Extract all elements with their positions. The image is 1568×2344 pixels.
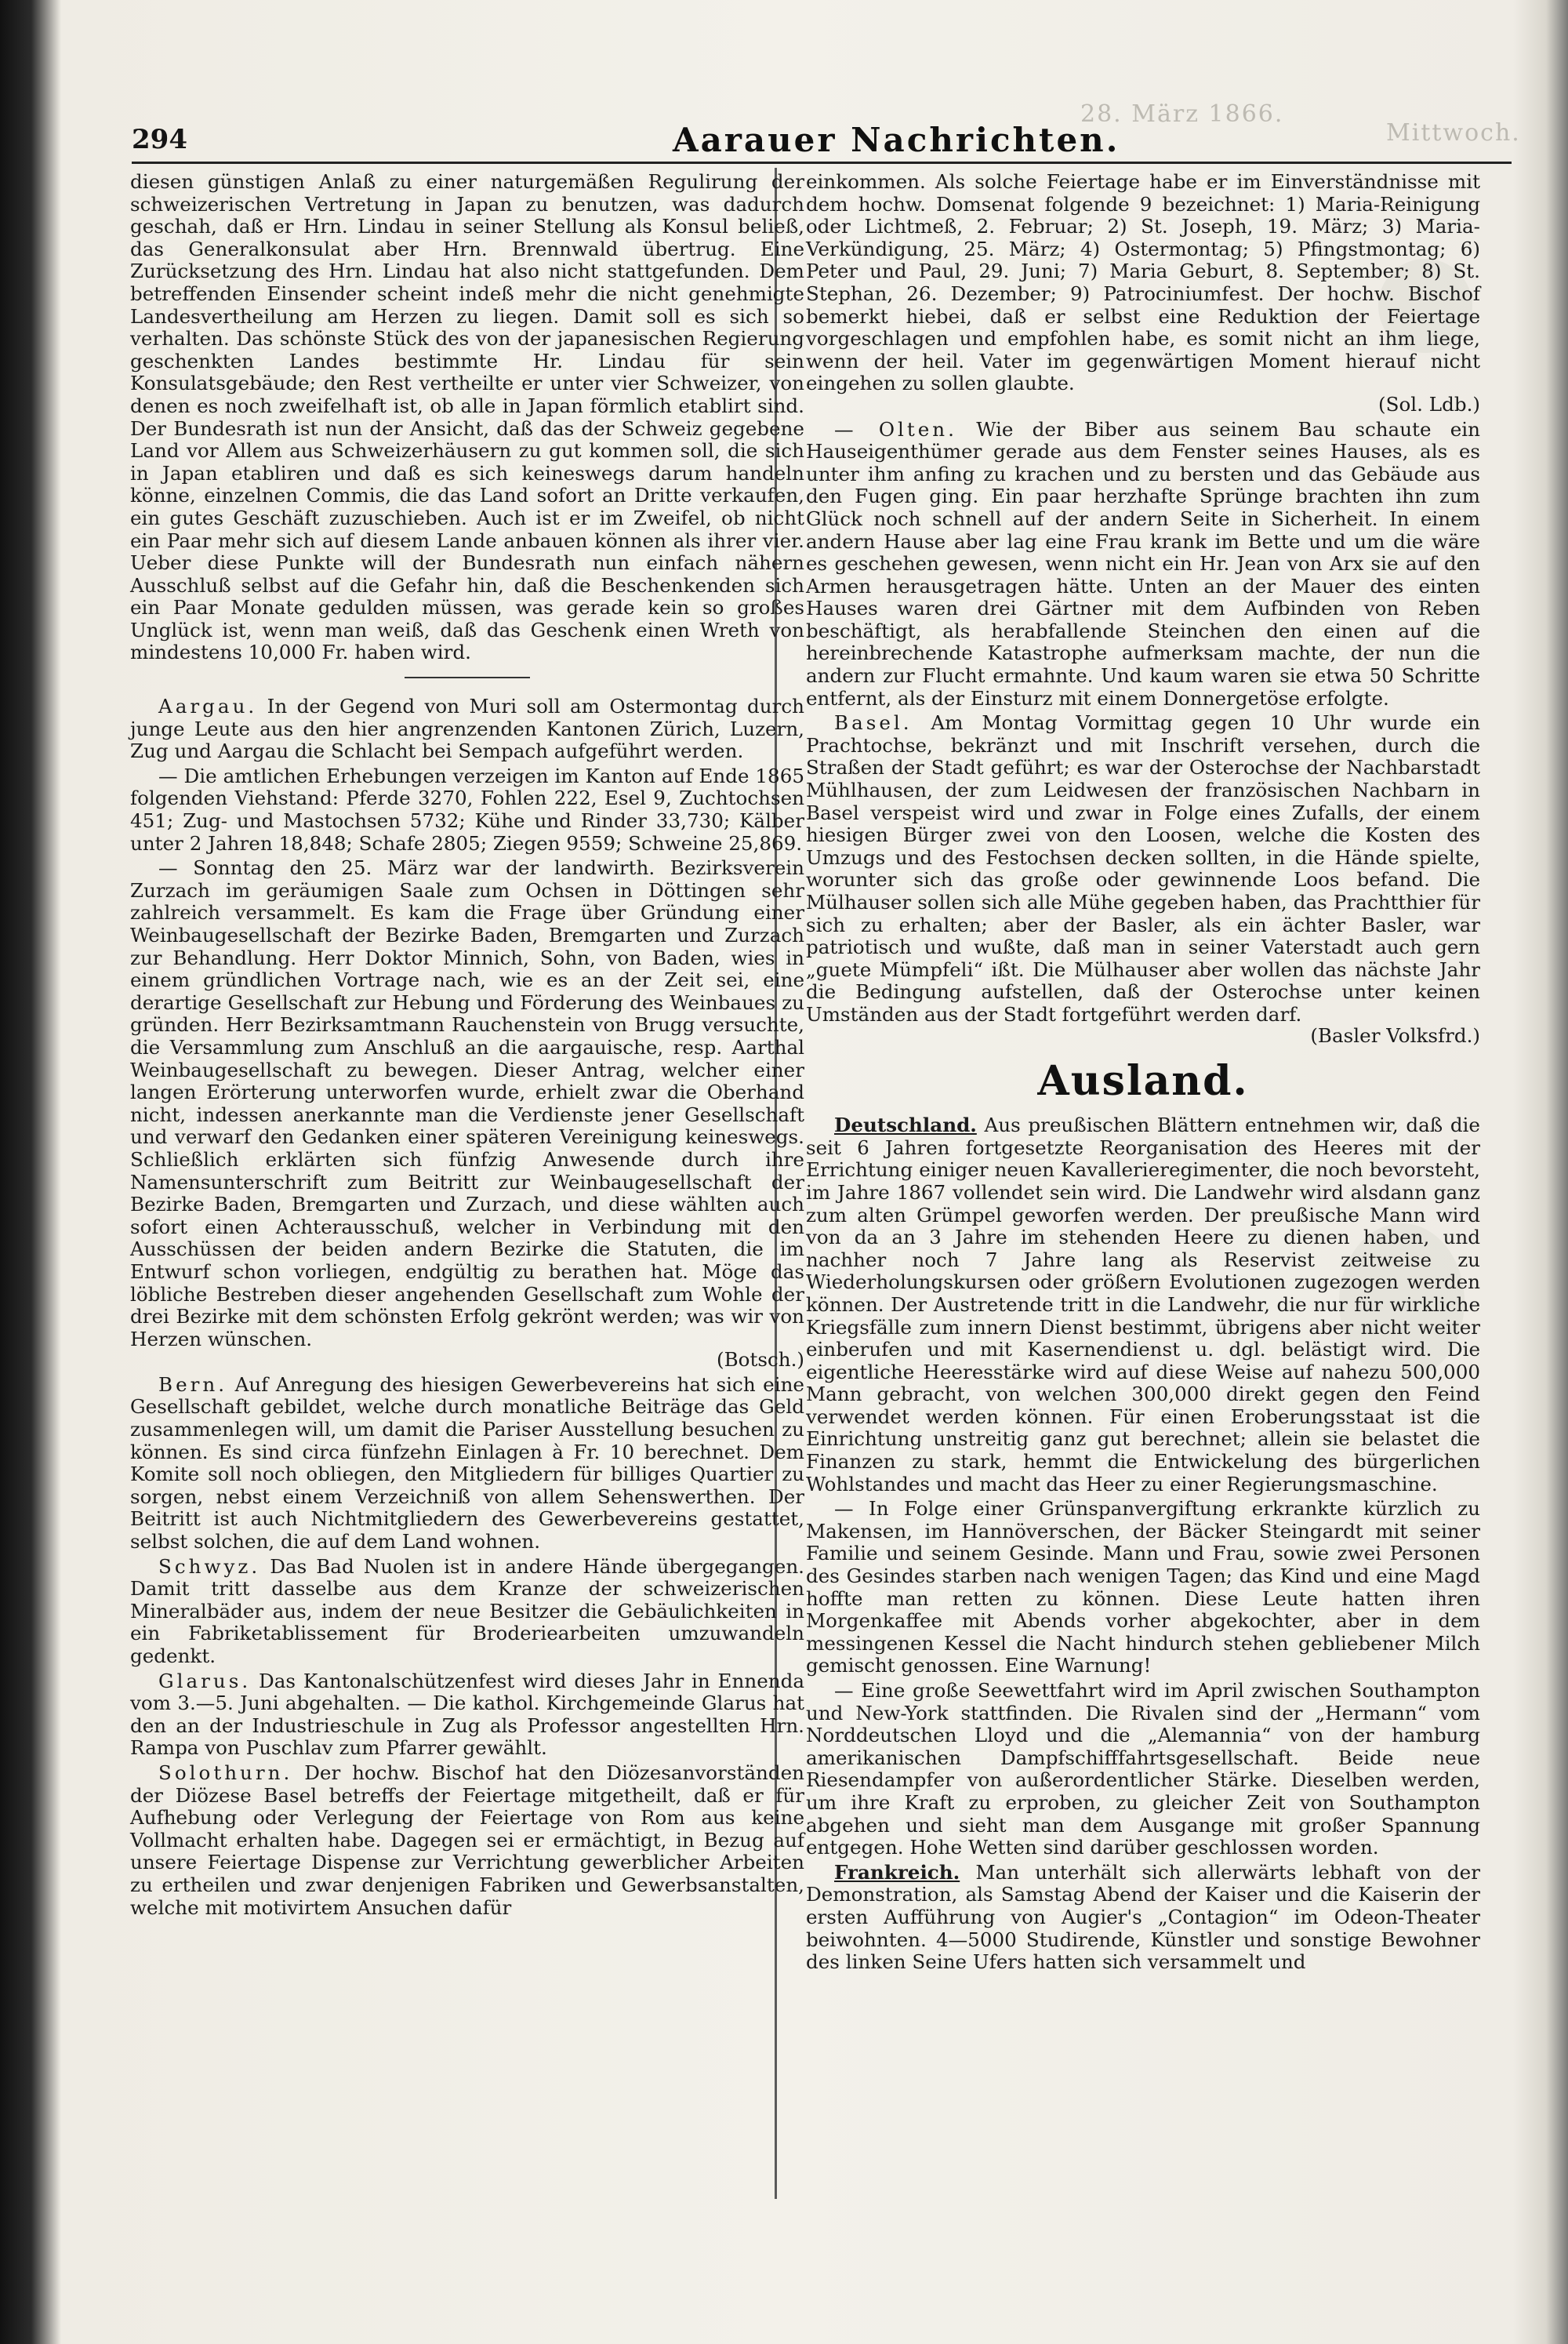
place-heading: Solothurn.: [158, 1761, 293, 1784]
newspaper-title: Aarauer Nachrichten.: [673, 121, 1120, 159]
page-number: 294: [132, 124, 187, 155]
country-heading: Deutschland.: [834, 1114, 977, 1137]
article-text: einkommen. Als solche Feiertage habe er im Einverständnisse mit dem hochw. Domsenat folgende 9 bezeichnet: 1) Maria-Reinigung oder Lichtmeß, 2. Februar; 2) St. Joseph, 19. März; 3) Maria-Verkündigung, 25. März; 4) Ostermontag; 5) Pfingstmontag; 6) Peter und Paul, 29. Juni; 7) Maria Geburt, 8. September; 8) St. Stephan, 26. Dezember; 9) Patrociniumfest. Der hochw. Bischof bemerkt hiebei, daß er selbst eine Reduktion der Feiertage vorgeschlagen und empfohlen habe, es somit nicht an ihm liege, wenn der heil. Vater im gegenwärtigen Moment hierauf nicht eingehen zu sollen glaubte.: [806, 170, 1480, 395]
section-heading-ausland: Ausland.: [1037, 1057, 1249, 1106]
article-text: Der hochw. Bischof hat den Diözesanvorständen der Diözese Basel betreffs der Feiertage mitgetheilt, daß er für Aufhebung oder Verlegung der Feiertage von Rom aus keine Vollmacht erhalten habe. Dagegen sei er ermächtigt, in Bezug auf unsere Feiertage Dispense zur Verrichtung gewerblicher Arbeiten zu ertheilen und zwar denjenigen Fabriken und Gewerbsanstalten, welche mit motivirtem Ansuchen dafür: [130, 1761, 804, 1919]
separator-rule: [405, 677, 530, 678]
article-solothurn: [130, 1762, 804, 1919]
article-glarus: [130, 1670, 804, 1760]
place-heading: Glarus.: [158, 1669, 252, 1692]
source-credit: (Botsch.): [716, 1348, 804, 1372]
article-text: Das Bad Nuolen ist in andere Hände übergegangen. Damit tritt dasselbe aus dem Kranze der schweizerischen Mineralbäder aus, indem der neue Besitzer die Gebäulichkeiten in ein Fabriketablissement für Broderiearbeiten umzuwandeln gedenkt.: [130, 1554, 804, 1667]
bleed-through-date: 28. März 1866.: [1080, 100, 1284, 128]
article-basel: [806, 712, 1480, 1047]
bleed-through-weekday: Mittwoch.: [1386, 119, 1521, 147]
article-schwyz: [130, 1556, 804, 1668]
article-olten: [806, 419, 1480, 710]
article-deutschland: [806, 1114, 1480, 1495]
article-text: Wie der Biber aus seinem Bau schaute ein Hauseigenthümer gerade aus dem Fenster seines Hauses, als es unter ihm anfing zu krachen und zu bersten und das Gebäude aus den Fugen ging. Ein paar herzhafte Sprünge brachten ihn zum Glück noch schnell auf der andern Seite in Sicherheit. In einem andern Hause aber lag eine Frau krank im Bette und um die wäre es geschehen gewesen, wenn nicht ein Hr. Jean von Arx sie auf den Armen herausgetragen hätte. Unten an der Mauer des einten Hauses waren drei Gärtner mit dem Aufbinden von Reben beschäftigt, als herabfallende Steinchen den einen auf die hereinbrechende Katastrophe aufmerksam machte, der nun die andern zur Flucht ermahnte. Und kaum waren sie etwa 50 Schritte entfernt, als der Einsturz mit einem Donnergetöse erfolgte.: [806, 417, 1480, 710]
article-text: Am Montag Vormittag gegen 10 Uhr wurde ein Prachtochse, bekränzt und mit Inschrift versehen, durch die Straßen der Stadt geführt; es war der Osterochse der Nachbarstadt Mühlhausen, der zum Leidwesen der französischen Nachbarn in Basel verspeist wird und zwar in Folge eines Zufalls, der einem hiesigen Bürger zwei von den Loosen, welche die Kosten des Umzugs und des Festochsen decken sollten, in die Hände spielte, worunter sich das große oder gewinnende Loos befand. Die Mülhauser sollen sich alle Mühe gegeben haben, das Prachtthier für sich zu erhalten; aber der Basler, als ein ächter Basler, war patriotisch und wußte, daß man in seiner Vaterstadt auch gern „guete Mümpfeli“ ißt. Die Mülhauser aber wollen das nächste Jahr die Bedingung aufstellen, daß der Osterochse unter keinen Umständen aus der Stadt fortgeführt werden darf.: [806, 711, 1480, 1026]
article-text: Das Kantonalschützenfest wird dieses Jahr in Ennenda vom 3.—5. Juni abgehalten. — Die kathol. Kirchgemeinde Glarus hat den an der Industrieschule in Zug als Professor angestellten Hrn. Rampa von Puschlav zum Pfarrer gewählt.: [130, 1669, 804, 1760]
article-vergiftung: — In Folge einer Grünspanvergiftung erkrankte kürzlich zu Makensen, im Hannöverschen, der Bäcker Steingardt mit seiner Familie und seinem Gesinde. Mann und Frau, sowie zwei Personen des Gesindes starben nach wenigen Tagen; das Kind und eine Magd hoffte man retten zu können. Diese Leute hatten ihren Morgenkaffee mit Abends vorher abgekochter, aber in dem messingenen Kessel die Nacht hindurch stehen gebliebener Milch gemischt genossen. Eine Warnung!: [806, 1497, 1480, 1677]
place-heading: Basel.: [834, 711, 913, 735]
place-heading: Schwyz.: [158, 1554, 261, 1578]
article-frankreich: [806, 1862, 1480, 1974]
article-solothurn-continued: [806, 171, 1480, 416]
article-japan-continued: diesen günstigen Anlaß zu einer naturgemäßen Regulirung der schweizerischen Vertretung in Japan zu benutzen, was dadurch geschah, daß er Hrn. Lindau in seiner Stellung als Konsul beließ, das Generalkonsulat aber Hrn. Brennwald übertrug. Eine Zurücksetzung des Hrn. Lindau hat also nicht stattgefunden. Dem betreffenden Einsender scheint indeß mehr die nicht genehmigte Landesvertheilung am Herzen zu liegen. Damit soll es sich so verhalten. Das schönste Stück des von der japanesischen Regierung geschenkten Landes bestimmte Hr. Lindau für sein Konsulatsgebäude; den Rest vertheilte er unter vier Schweizer, von denen es noch zweifelhaft ist, ob alle in Japan förmlich etablirt sind. Der Bundesrath ist nun der Ansicht, daß das der Schweiz gegebene Land vor Allem aus Schweizerhäusern zu gut kommen soll, die sich in Japan etabliren und daß es sich keineswegs darum handeln könne, einzelnen Commis, die das Land sofort an Dritte verkaufen, ein gutes Geschäft zuzuschieben. Auch ist er im Zweifel, ob nicht ein Paar mehr sich auf diesem Lande anbauen können als ihrer vier. Ueber diese Punkte will der Bundesrath nun einfach nähern Ausschluß selbst auf die Gefahr hin, daß die Beschenkenden sich ein Paar Monate gedulden müssen, was gerade kein so großes Unglück ist, wenn man weiß, daß das Geschenk einen Wreth von mindestens 10,000 Fr. haben wird.: [130, 170, 804, 664]
page-header: [132, 121, 1512, 164]
source-credit: (Sol. Ldb.): [1378, 392, 1480, 416]
left-column: [130, 171, 804, 1921]
article-text: In der Gegend von Muri soll am Ostermontag durch junge Leute aus den hier angrenzenden Kantonen Zürich, Luzern, Zug und Aargau die Schlacht bei Sempach aufgeführt werden.: [130, 695, 804, 763]
article-weinbau: [130, 857, 804, 1372]
country-heading: Frankreich.: [834, 1860, 960, 1884]
article-text: Man unterhält sich allerwärts lebhaft von der Demonstration, als Samstag Abend der Kaiser und die Kaiserin der ersten Aufführung von Augier's „Contagion“ im Odeon-Theater beiwohnten. 4—5000 Studirende, Künstler und sonstige Bewohner des linken Seine Ufers hatten sich versammelt und: [806, 1860, 1480, 1974]
article-seewettfahrt: — Eine große Seewettfahrt wird im April zwischen Southampton und New-York stattfinden. Die Rivalen sind der „Hermann“ vom Norddeutschen Lloyd und die „Alemannia“ von der hamburg amerikanischen Dampfschifffahrtsgesellschaft. Beide neue Riesendampfer von außerordentlicher Stärke. Dieselben werden, um ihre Kraft zu erproben, zu gleicher Zeit von Southampton abgehen und sieht man dem Ausgange mit großer Spannung entgegen. Hohe Wetten sind darüber geschlossen worden.: [806, 1679, 1480, 1859]
source-credit: (Basler Volksfrd.): [1310, 1023, 1480, 1047]
article-text: Aus preußischen Blättern entnehmen wir, daß die seit 6 Jahren fortgesetzte Reorganisation des Heeres mit der Errichtung einiger neuen Kavallerieregimenter, die noch bevorsteht, im Jahre 1867 vollendet sein wird. Die Landwehr wird alsdann ganz zum alten Grümpel geworfen werden. Der preußische Mann wird von da an 3 Jahre im stehenden Heere zu dienen haben, und nachher noch 7 Jahre lang als Reservist zeitweise zu Wiederholungskursen oder größern Evolutionen zugezogen werden können. Der Austretende tritt in die Landwehr, die nur für wirkliche Kriegsfälle zum innern Dienst bestimmt, übrigens aber nicht weiter einberufen und mit Kasernendienst u. dgl. belästigt wird. Die eigentliche Heeresstärke wird auf diese Weise auf nahezu 500,000 Mann gebracht, von welchen 300,000 direkt gegen den Feind verwendet werden können. Für einen Eroberungsstaat ist die Einrichtung unstreitig ganz gut berechnet; allein sie belastet die Finanzen zu stark, hemmt die Entwickelung des bürgerlichen Wohlstandes und macht das Heer zu einer Regierungsmaschine.: [806, 1114, 1480, 1495]
right-column: [806, 171, 1480, 1976]
article-bern: [130, 1374, 804, 1554]
article-text: — Sonntag den 25. März war der landwirth. Bezirksverein Zurzach im geräumigen Saale zum Ochsen in Döttingen sehr zahlreich versammelt. Es kam die Frage über Gründung einer Weinbaugesellschaft der Bezirke Baden, Bremgarten und Zurzach zur Behandlung. Herr Doktor Minnich, Sohn, von Baden, wies in einem gründlichen Vortrage nach, wie es an der Zeit sei, eine derartige Gesellschaft zur Hebung und Förderung des Weinbaues zu gründen. Herr Bezirksamtmann Rauchenstein von Brugg versuchte, die Versammlung zum Anschluß an die aargauische, resp. Aarthal Weinbaugesellschaft zu bewegen. Dieser Antrag, welcher einer langen Erörterung unterworfen wurde, erhielt zwar die Oberhand nicht, indessen anerkannte man die Verdienste jener Gesellschaft und verwarf den Gedanken einer späteren Vereinigung keineswegs. Schließlich erklärten sich fünfzig Anwesende durch ihre Namensunterschrift zum Beitritt zur Weinbaugesellschaft der Bezirke Baden, Bremgarten und Zurzach, und diese wählten auch sofort einen Achterausschuß, welcher in Verbindung mit den Ausschüssen der beiden andern Bezirke die Statuten, die im Entwurf schon vorliegen, endgültig zu berathen hat. Möge das löbliche Bestreben dieser angehenden Gesellschaft zum Wohle der drei Bezirke mit dem schönsten Erfolg gekrönt werden; was wir von Herzen wünschen.: [130, 856, 804, 1350]
newspaper-page: [93, 0, 1519, 2344]
place-heading: Bern.: [158, 1372, 228, 1396]
article-text: Auf Anregung des hiesigen Gewerbevereins hat sich eine Gesellschaft gebildet, welche durch monatliche Beiträge das Geld zusammenlegen will, um damit die Pariser Ausstellung besuchen zu können. Es sind circa fünfzehn Einlagen à Fr. 10 berechnet. Dem Komite soll noch obliegen, den Mitgliedern für billiges Quartier zu sorgen, nebst einem Verzeichniß von allem Sehenswerthen. Der Beitritt ist auch Nichtmitgliedern des Gewerbevereins gestattet, selbst solchen, die auf dem Land wohnen.: [130, 1372, 804, 1554]
article-aargau: [130, 696, 804, 763]
place-heading: Aargau.: [158, 695, 258, 718]
article-viehstand: — Die amtlichen Erhebungen verzeigen im Kanton auf Ende 1865 folgenden Viehstand: Pferde 3270, Fohlen 222, Esel 9, Zuchtochsen 451; Zug- und Mastochsen 5732; Kühe und Rinder 33,730; Kälber unter 2 Jahren 18,848; Schafe 2805; Ziegen 9559; Schweine 25,869.: [130, 764, 804, 855]
place-heading: — Olten.: [834, 417, 957, 441]
